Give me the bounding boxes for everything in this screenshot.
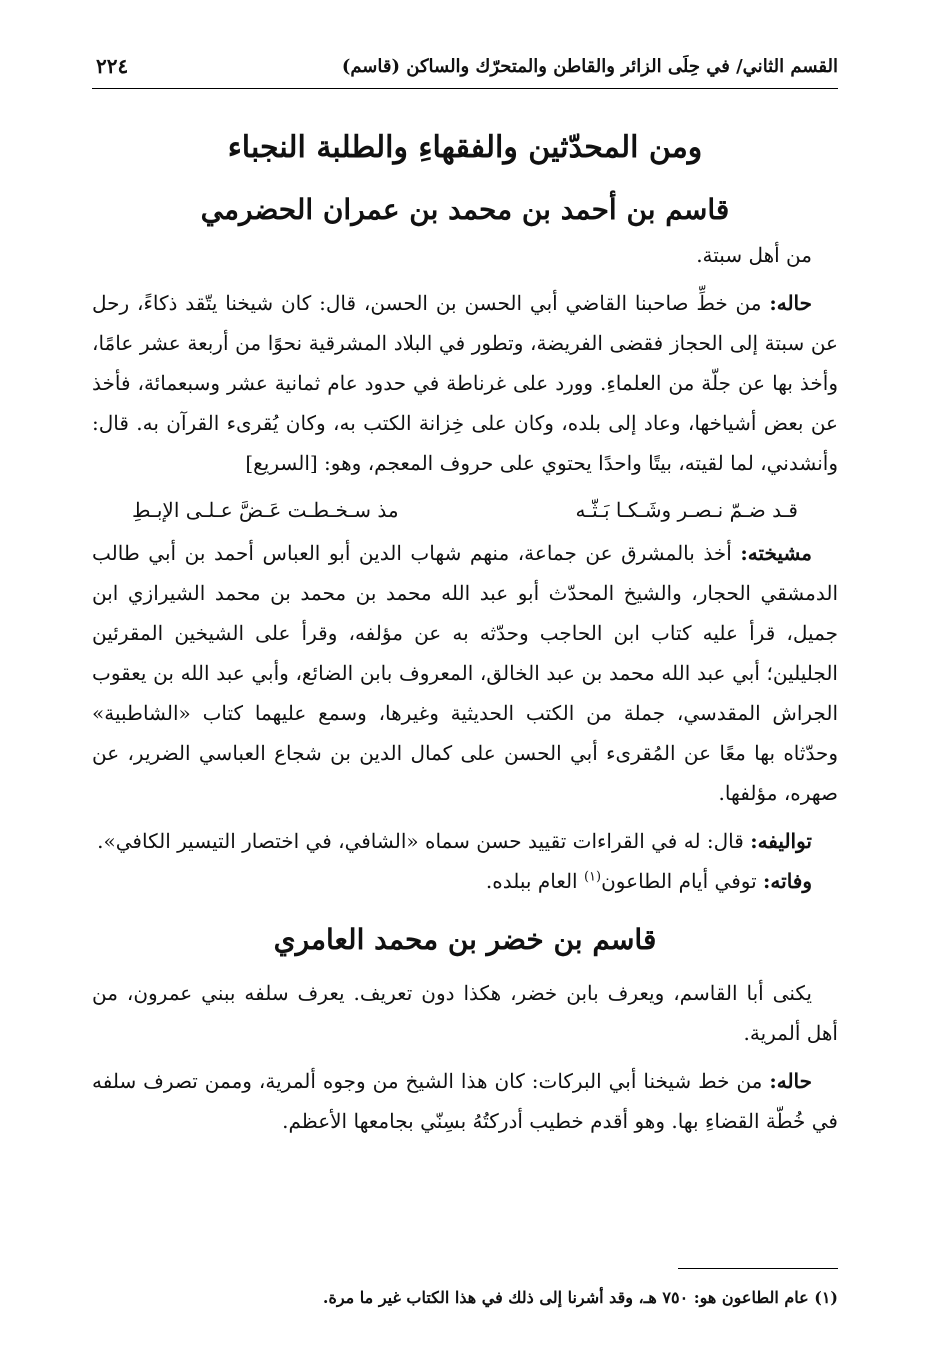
haluhu-label: حاله: xyxy=(769,291,813,315)
running-header xyxy=(92,44,838,89)
intro-paragraph: يكنى أبا القاسم، ويعرف بابن خضر، هكذا دون تعريف. يعرف سلفه ببني عمرون، من أهل ألمرية. xyxy=(92,981,838,1045)
wafat-label: وفاته: xyxy=(763,869,812,893)
footnote: (١) عام الطاعون هو: ٧٥٠ هـ، وقد أشرنا إلى ذلك في هذا الكتاب غير ما مرة. xyxy=(322,1288,838,1307)
footnote-reference[interactable]: (١) xyxy=(583,869,602,885)
poem-verse xyxy=(92,487,838,533)
entry-title-qasim-ibn-ahmad: قاسم بن أحمد بن محمد بن عمران الحضرمي xyxy=(200,193,730,226)
mashyakha-paragraph xyxy=(92,533,838,813)
wafat-text-before: توفي أيام الطاعون xyxy=(601,869,757,893)
section-title: ومن المحدّثين والفقهاءِ والطلبة النجباء xyxy=(227,130,703,165)
tawalif-text: قال: له في القراءات تقييد حسن سماه «الشافي، في اختصار التيسير الكافي». xyxy=(97,829,744,853)
page-number: ٢٢٤ xyxy=(96,54,129,78)
verse-second-hemistich: مذ سـخـطـت عَـضَّ عـلـى الإبـطِ xyxy=(132,498,399,522)
haluhu-paragraph-2 xyxy=(92,1061,838,1141)
entry-title-qasim-ibn-khadir: قاسم بن خضر بن محمد العامري xyxy=(273,923,657,956)
tawalif-paragraph xyxy=(92,821,838,861)
origin-paragraph: من أهل سبتة. xyxy=(696,243,812,267)
haluhu-text-2: من خط شيخنا أبي البركات: كان هذا الشيخ من وجوه ألمرية، وممن تصرف سلفه في خُطّة القضاءِ بها. وهو أقدم خطيب أدركتُهُ بسِنّي بجامعها الأعظم. xyxy=(92,1069,838,1133)
mashyakha-text: أخذ بالمشرق عن جماعة، منهم شهاب الدين أبو العباس أحمد بن أبي طالب الدمشقي الحجار، والشيخ المحدّث أبو عبد الله محمد بن محمد بن محمد الشيرازي ابن جميل، قرأ عليه كتاب ابن الحاجب وحدّثه به عن مؤلفه، وقرأ على الشيخين المقرئين الجليلين؛ أبي عبد الله محمد بن عبد الخالق، المعروف بابن الضائع، وأبي عبد الله بن يعقوب الجراش المقدسي، جملة من الكتب الحديثية وغيرها، وسمع عليهما كتاب «الشاطبية» وحدّثاه بها معًا عن المُقرىء أبي الحسن على كمال الدين بن شجاع العباسي الضرير، عن صهره، مؤلفها. xyxy=(92,541,838,805)
haluhu-label-2: حاله: xyxy=(769,1069,813,1093)
running-title: القسم الثاني/ في حِلَى الزائر والقاطن والمتحرّك والساكن (قاسم) xyxy=(341,55,838,77)
tawalif-label: تواليفه: xyxy=(750,829,812,853)
wafat-paragraph xyxy=(92,861,838,901)
haluhu-text: من خطِّ صاحبنا القاضي أبي الحسن بن الحسن، قال: كان شيخنا يتّقد ذكاءً، رحل عن سبتة إلى الحجاز فقضى الفريضة، وتطور في البلاد المشرقية نحوًا من أربعة عشر عامًا، وأخذ بها عن جلّة من العلماءِ. وورد على غرناطة في حدود عام ثمانية عشر وسبعمائة، فأخذ عن بعض أشياخها، وعاد إلى بلده، وكان على خِزانة الكتب به، وكان يُقرىء القرآن به. قال: وأنشدني، لما لقيته، بيتًا واحدًا يحتوي على حروف المعجم، وهو: [السريع] xyxy=(92,291,838,475)
haluhu-paragraph xyxy=(92,283,838,483)
verse-first-hemistich: قـد ضـمّ نـصـر وشَـكـا بَـثّـه xyxy=(575,498,798,522)
book-page xyxy=(92,44,838,1348)
wafat-text-after: العام ببلده. xyxy=(485,869,584,893)
footnote-separator xyxy=(678,1268,838,1269)
mashyakha-label: مشيخته: xyxy=(740,541,812,565)
